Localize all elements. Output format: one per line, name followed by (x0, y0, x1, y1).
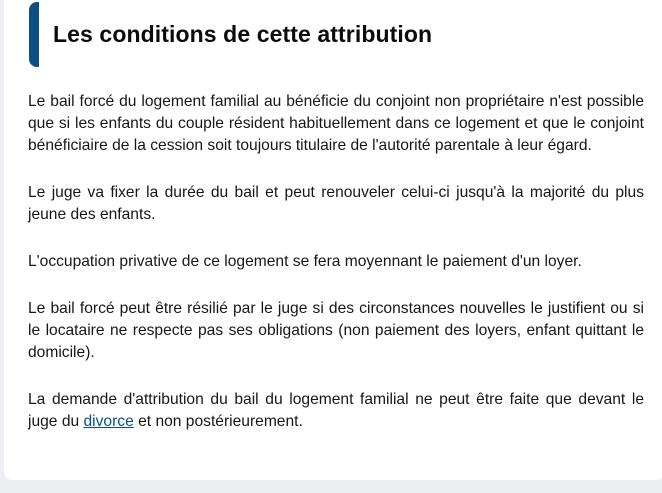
paragraph-request-text-start: La demande d'attribution du bail du logement familial ne peut être faite que devant le juge du (28, 391, 644, 430)
content-card (4, 0, 662, 480)
paragraph-termination: Le bail forcé peut être résilié par le juge si des circonstances nouvelles le justifient ou si le locataire ne respecte pas ses obligations (non paiement des loyers, enfant quittant le domicile). (28, 300, 644, 361)
section-heading (29, 2, 649, 67)
paragraph-request-text-end: et non postérieurement. (133, 413, 303, 430)
paragraph-request (28, 389, 644, 433)
paragraph-duration: Le juge va fixer la durée du bail et peut renouveler celui-ci jusqu'à la majorité du plus jeune des enfants. (28, 184, 644, 223)
divorce-link[interactable]: divorce (83, 413, 134, 430)
paragraph-rent: L'occupation privative de ce logement se fera moyennant le paiement d'un loyer. (28, 253, 582, 270)
section-body (28, 91, 644, 458)
section-title: Les conditions de cette attribution (53, 21, 433, 47)
heading-accent-bar (29, 2, 39, 67)
paragraph-conditions: Le bail forcé du logement familial au bénéficie du conjoint non propriétaire n'est possible que si les enfants du couple résident habituellement dans ce logement et que le conjoint bénéficiaire de la cession soit toujours titulaire de l'autorité parentale à leur égard. (28, 93, 644, 154)
